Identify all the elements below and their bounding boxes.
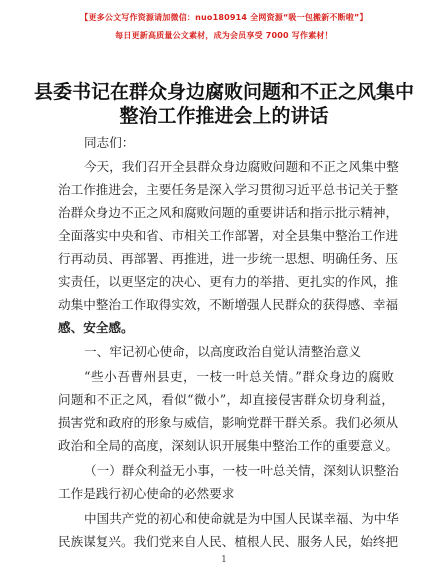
paragraph-2-line: 损害党和政府的形象与威信，影响党群干群关系。我们必须从 [58, 415, 399, 430]
document-title-line-2: 整治工作推进会上的讲话 [119, 105, 329, 127]
paragraph-1-line: 行再动员、再部署、再推进，进一步统一思想、明确任务、压 [58, 251, 399, 266]
promo-banner-line-1: 【更多公文写作资源请加微信：nuo180914 全网资源“吸一包搬新不断啦”】 [80, 13, 368, 22]
paragraph-1-line: 实责任，以更坚定的决心、更有力的举措、更扎实的作风，推 [58, 274, 399, 289]
paragraph-3-line: 民族谋复兴。我们党来自人民、植根人民、服务人民，始终把 [58, 534, 399, 549]
paragraph-2-line: 问题和不正之风，看似“微小”，却直接侵害群众切身利益， [58, 392, 394, 407]
paragraph-1-line: 动集中整治工作取得实效，不断增强人民群众的获得感、幸福 [58, 297, 399, 312]
paragraph-1-line: 今天，我们召开全县群众身边腐败问题和不正之风集中整 [84, 159, 399, 174]
section-heading-1: 一、牢记初心使命，以高度政治自觉认清整治意义 [84, 344, 362, 359]
paragraph-1-line: 治群众身边不正之风和腐败问题的重要讲话和指示批示精神， [58, 205, 399, 220]
salutation: 同志们： [84, 135, 135, 150]
promo-banner-line-2: 每日更新高质量公文素材，成为会员享受 7000 写作素材！ [115, 31, 333, 40]
paragraph-1-end-line: 感、安全感。 [58, 320, 134, 335]
subsection-heading-line-2: 工作是践行初心使命的必然要求 [58, 486, 235, 501]
page-number: 1 [221, 555, 227, 565]
document-title-line-1: 县委书记在群众身边腐败问题和不正之风集中 [33, 81, 414, 103]
paragraph-3-line: 中国共产党的初心和使命就是为中国人民谋幸福、为中华 [84, 511, 399, 526]
subsection-heading-line-1: （一）群众利益无小事，一枝一叶总关情，深刻认识整治 [84, 463, 399, 478]
paragraph-1-line: 治工作推进会，主要任务是深入学习贯彻习近平总书记关于整 [58, 182, 399, 197]
paragraph-2-end-line: 政治和全局的高度，深刻认识开展集中整治工作的重要意义。 [58, 438, 399, 453]
paragraph-1-line: 全面落实中央和省、市相关工作部署，对全县集中整治工作进 [58, 228, 399, 243]
paragraph-2-line: “些小吾曹州县吏，一枝一叶总关情。”群众身边的腐败 [84, 369, 394, 384]
